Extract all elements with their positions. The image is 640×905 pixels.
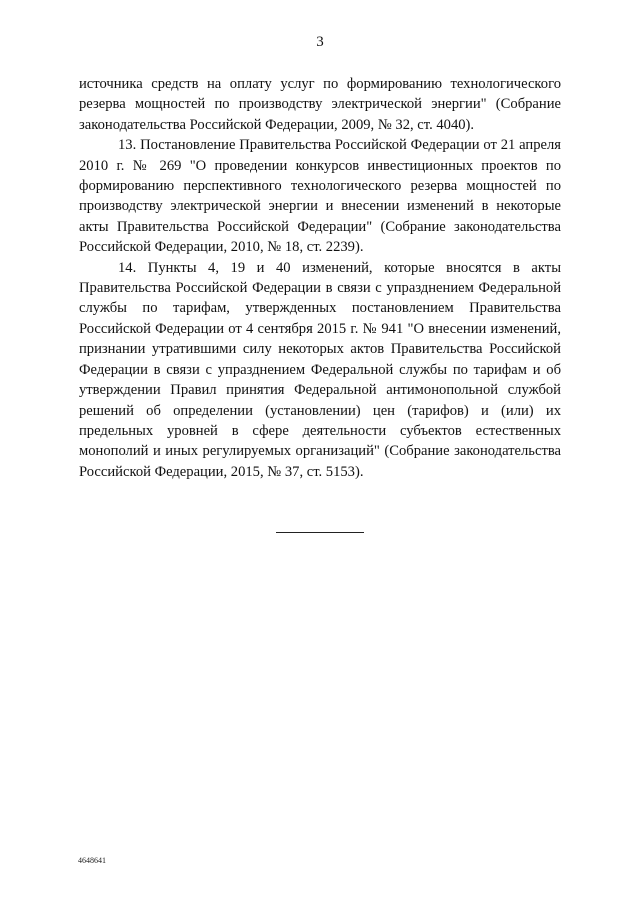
- document-id: 4648641: [78, 856, 106, 865]
- document-body: [79, 74, 561, 482]
- paragraph-item-14: 14. Пункты 4, 19 и 40 изменений, которые вносятся в акты Правительства Российской Федерации в связи с упразднением Федеральной службы по тарифам, утвержденных постановлением Правительства Российской Федерации от 4 сентября 2015 г. № 941 "О внесении изменений, признании утратившими силу некоторых актов Правительства Российской Федерации в связи с упразднением Федеральной службы по тарифам и об утверждении Правил принятия Федеральной антимонопольной службой решений об определении (установлении) цен (тарифов) и (или) их предельных уровней в сфере деятельности субъектов естественных монополий и иных регулируемых организаций" (Собрание законодательства Российской Федерации, 2015, № 37, ст. 5153).: [79, 259, 561, 480]
- end-separator-line: [276, 532, 364, 533]
- paragraph-item-13: 13. Постановление Правительства Российской Федерации от 21 апреля 2010 г. № 269 "О проведении конкурсов инвестиционных проектов по формированию перспективного технологического резерва мощностей по производству электрической энергии и внесении изменений в некоторые акты Правительства Российской Федерации" (Собрание законодательства Российской Федерации, 2010, № 18, ст. 2239).: [79, 137, 561, 256]
- paragraph-continuation: источника средств на оплату услуг по формированию технологического резерва мощностей по производству электрической энергии" (Собрание законодательства Российской Федерации, 2009, № 32, ст. 4040).: [79, 76, 561, 133]
- page-number: 3: [316, 34, 324, 50]
